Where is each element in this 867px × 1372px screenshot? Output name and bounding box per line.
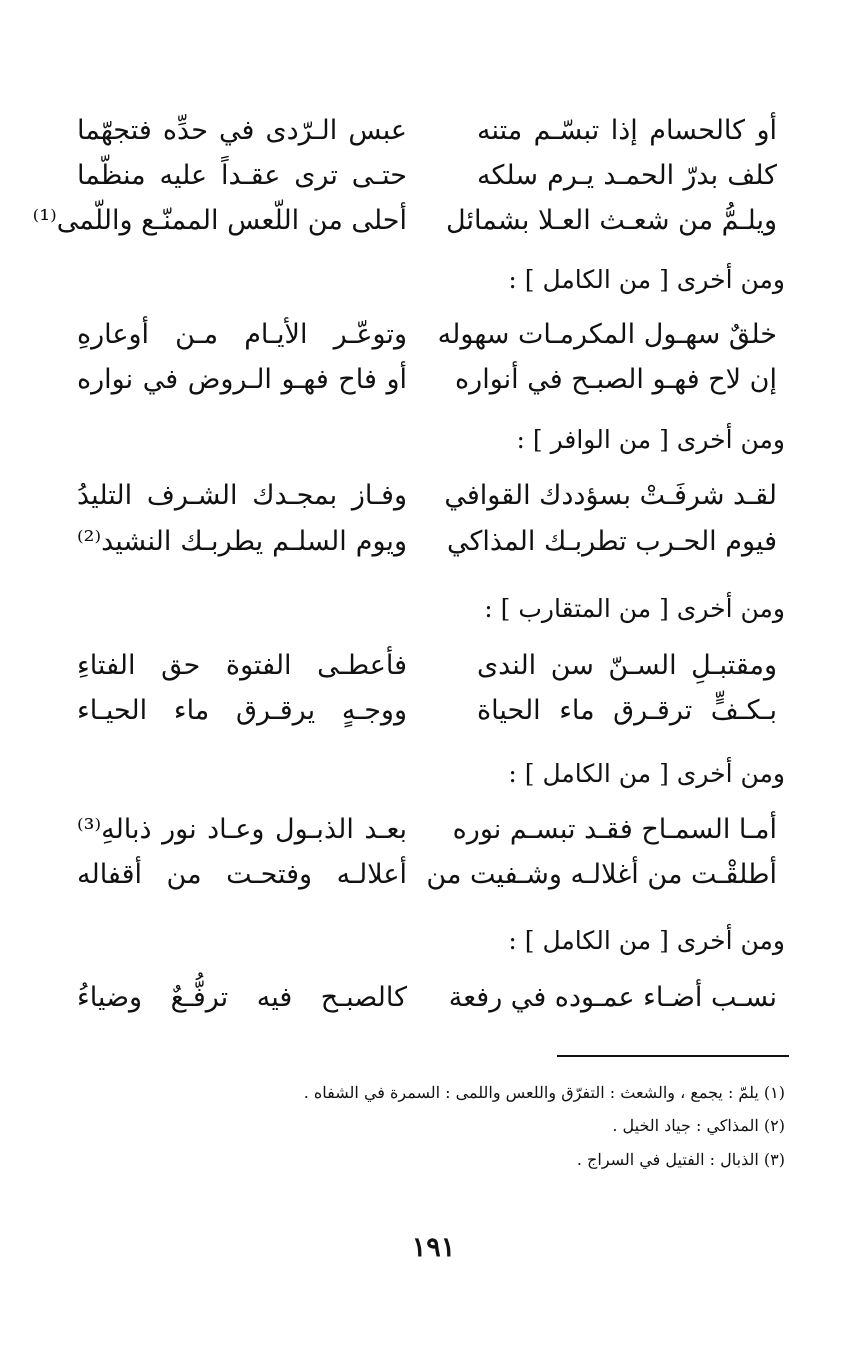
verse-first-hemistich: ومقتبـلِ السـنّ سن الندى [477, 650, 777, 681]
verse-line [77, 808, 777, 852]
verse-first-hemistich: كلف بدرّ الحمـد يـرم سلكه [477, 160, 777, 191]
verse-second-hemistich: وتوعّـر الأيـام مـن أوعارهِ [77, 319, 407, 350]
verse-first-hemistich: إن لاح فهـو الصبـح في أنواره [455, 364, 777, 395]
verse-line [77, 644, 777, 688]
verse-second-hemistich: ويوم السلـم يطربـك النشيد⁽²⁾ [77, 526, 407, 557]
verse-second-hemistich: كالصبـح فيه ترفُّـعٌ وضياءُ [77, 982, 407, 1013]
verse-first-hemistich: ويلـمُّ من شعـث العـلا بشمائل [446, 205, 777, 236]
verse-first-hemistich: فيوم الحـرب تطربـك المذاكي [447, 526, 777, 557]
verse-first-hemistich: خلقٌ سهـول المكرمـات سهوله [437, 319, 777, 350]
verse-line [77, 358, 777, 402]
verse-first-hemistich: أو كالحسام إذا تبسّـم متنه [477, 115, 777, 146]
verse-line [77, 689, 777, 733]
footnote: (١) يلمّ : يجمع ، والشعث : التفرّق واللعس واللمى : السمرة في الشفاه . [303, 1083, 785, 1102]
verse-second-hemistich: وفـاز بمجـدك الشـرف التليدُ [77, 480, 407, 511]
verse-first-hemistich: نسـب أضـاء عمـوده في رفعة [448, 982, 777, 1013]
verse-line [77, 520, 777, 564]
meter-heading: ومن أخرى [ من المتقارب ] : [484, 594, 785, 623]
verse-second-hemistich: أحلى من اللّعس الممنّـع واللّمى⁽¹⁾ [32, 205, 407, 236]
verse-first-hemistich: أطلقْـت من أغلالـه وشـفيت من [426, 859, 777, 890]
verse-second-hemistich: حتـى ترى عقـداً عليه منظّما [77, 160, 407, 191]
verse-second-hemistich: ووجـهٍ يرقـرق ماء الحيـاء [77, 695, 407, 726]
page-number: ١٩١ [411, 1232, 456, 1263]
verse-first-hemistich: بـكـفٍّ ترقـرق ماء الحياة [477, 695, 777, 726]
verse-line [32, 199, 777, 243]
meter-heading: ومن أخرى [ من الكامل ] : [508, 265, 785, 294]
verse-line [77, 976, 777, 1020]
footnote: (٣) الذبال : الفتيل في السراج . [576, 1150, 785, 1169]
meter-heading: ومن أخرى [ من الكامل ] : [508, 926, 785, 955]
verse-line [77, 154, 777, 198]
verse-line [77, 109, 777, 153]
verse-first-hemistich: لقـد شرفَـتْ بسؤددك القوافي [444, 480, 777, 511]
footnote-divider [557, 1055, 789, 1057]
meter-heading: ومن أخرى [ من الوافر ] : [516, 425, 785, 454]
verse-line [77, 313, 777, 357]
verse-second-hemistich: عبس الـرّدى في حدِّه فتجهّما [77, 115, 407, 146]
verse-second-hemistich: فأعطـى الفتوة حق الفتاءِ [77, 650, 407, 681]
verse-second-hemistich: بعـد الذبـول وعـاد نور ذبالهِ⁽³⁾ [77, 814, 407, 845]
meter-heading: ومن أخرى [ من الكامل ] : [508, 759, 785, 788]
verse-second-hemistich: أو فاح فهـو الـروض في نواره [77, 364, 407, 395]
verse-line [77, 853, 777, 897]
footnote: (٢) المذاكي : جياد الخيل . [612, 1116, 785, 1135]
verse-first-hemistich: أمـا السمـاح فقـد تبسـم نوره [452, 814, 777, 845]
verse-line [77, 474, 777, 518]
verse-second-hemistich: أعلالـه وفتحـت من أقفاله [77, 859, 407, 890]
